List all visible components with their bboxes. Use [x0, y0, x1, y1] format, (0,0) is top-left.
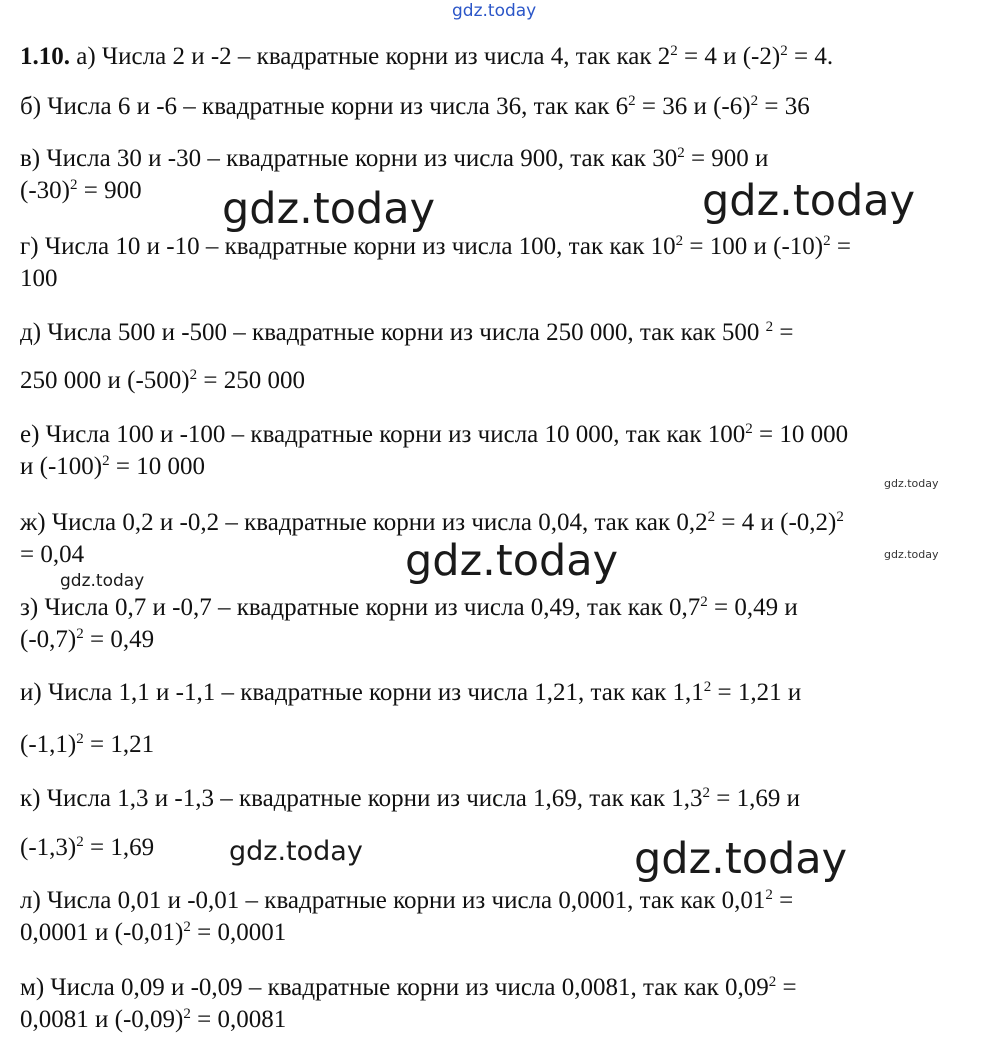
line-text: (-1,1) — [20, 731, 77, 758]
line-text: (-1,3) — [20, 834, 77, 861]
answer-line-z — [20, 593, 798, 623]
line-text: = 100 и (-10) — [683, 233, 824, 260]
line-text: = 900 — [77, 177, 142, 204]
line-text: = 36 — [758, 93, 810, 120]
line-text: = 10 000 — [109, 453, 205, 480]
superscript: 2 — [780, 43, 788, 59]
watermark: gdz.today — [884, 548, 939, 561]
superscript: 2 — [677, 145, 685, 161]
watermark: gdz.today — [702, 176, 916, 226]
line-text: = 0,49 — [83, 626, 155, 653]
superscript: 2 — [69, 177, 78, 193]
superscript: 2 — [703, 679, 712, 695]
problem-number: 1.10. — [20, 43, 70, 70]
line-text: м) Числа 0,09 и -0,09 – квадратные корни из числа 0,0081, так как 0,09 — [20, 974, 769, 1001]
answer-line-d — [20, 318, 793, 348]
line-text: = 1,69 — [83, 834, 155, 861]
answer-line-b — [20, 92, 810, 122]
watermark: gdz.today — [229, 836, 363, 867]
superscript: 2 — [183, 919, 191, 935]
line-text: = — [830, 233, 851, 260]
superscript: 2 — [765, 887, 773, 903]
line-text: а) Числа 2 и -2 – квадратные корни из числа 4, так как 2 — [70, 43, 671, 70]
line-text: (-0,7) — [20, 626, 77, 653]
answer-line-i-cont — [20, 730, 154, 760]
watermark-top: gdz.today — [452, 1, 537, 21]
answer-line-v — [20, 144, 768, 174]
answer-line-e — [20, 420, 848, 450]
superscript: 2 — [183, 1006, 191, 1022]
line-text: з) Числа 0,7 и -0,7 – квадратные корни из числа 0,49, так как 0,7 — [20, 594, 701, 621]
watermark: gdz.today — [60, 571, 145, 591]
superscript: 2 — [675, 233, 684, 249]
answer-line-l-cont — [20, 918, 286, 948]
answer-line-e-cont — [20, 452, 205, 482]
line-text: = 900 и — [684, 145, 769, 172]
superscript: 2 — [707, 509, 716, 525]
answer-line-k — [20, 784, 800, 814]
line-text: = 10 000 — [752, 421, 849, 448]
superscript: 2 — [836, 509, 844, 525]
watermark: gdz.today — [222, 184, 436, 234]
line-text: д) Числа 500 и -500 – квадратные корни из числа 250 000, так как 500 — [20, 319, 766, 346]
superscript: 2 — [76, 626, 84, 642]
line-text: б) Числа 6 и -6 – квадратные корни из числа 36, так как 6 — [20, 93, 629, 120]
watermark: gdz.today — [884, 477, 939, 490]
line-text: = 36 и (-6) — [635, 93, 751, 120]
line-text: 250 000 и (-500) — [20, 367, 190, 394]
superscript: 2 — [76, 834, 84, 850]
answer-line-z-cont — [20, 625, 154, 655]
line-text: 0,0081 и (-0,09) — [20, 1006, 184, 1033]
line-text: = 4. — [787, 43, 834, 70]
superscript: 2 — [702, 785, 711, 801]
answer-line-l — [20, 886, 793, 916]
answer-line-a — [20, 42, 833, 72]
line-text: (-30) — [20, 177, 70, 204]
line-text: 100 — [20, 265, 58, 292]
line-text: = 0,0001 — [190, 919, 287, 946]
answer-line-zh — [20, 508, 844, 538]
line-text: = 0,0081 — [190, 1006, 287, 1033]
line-text: = 4 и (-2) — [677, 43, 781, 70]
superscript: 2 — [768, 974, 777, 990]
line-text: к) Числа 1,3 и -1,3 – квадратные корни из числа 1,69, так как 1,3 — [20, 785, 703, 812]
line-text: и) Числа 1,1 и -1,1 – квадратные корни из числа 1,21, так как 1,1 — [20, 679, 704, 706]
line-text: = 4 и (-0,2) — [715, 509, 837, 536]
line-text: = 0,49 и — [707, 594, 798, 621]
watermark: gdz.today — [405, 536, 619, 586]
watermark: gdz.today — [634, 834, 848, 884]
superscript: 2 — [745, 421, 753, 437]
answer-line-g — [20, 232, 851, 262]
line-text: е) Числа 100 и -100 – квадратные корни из числа 10 000, так как 100 — [20, 421, 746, 448]
line-text: ж) Числа 0,2 и -0,2 – квадратные корни из числа 0,04, так как 0,2 — [20, 509, 708, 536]
line-text: = — [772, 887, 794, 914]
line-text: = 1,21 и — [711, 679, 802, 706]
line-text: и (-100) — [20, 453, 103, 480]
line-text: 0,0001 и (-0,01) — [20, 919, 184, 946]
answer-line-m-cont — [20, 1005, 286, 1035]
superscript: 2 — [189, 367, 198, 383]
answer-line-d-cont — [20, 366, 305, 396]
superscript: 2 — [823, 233, 831, 249]
superscript: 2 — [765, 319, 774, 335]
line-text: = — [776, 974, 797, 1001]
line-text: = 1,21 — [83, 731, 155, 758]
answer-line-g-cont — [20, 264, 58, 294]
line-text: = 0,04 — [20, 541, 85, 568]
line-text: г) Числа 10 и -10 – квадратные корни из числа 100, так как 10 — [20, 233, 676, 260]
superscript: 2 — [670, 43, 678, 59]
answer-line-v-cont — [20, 176, 142, 206]
answer-line-zh-cont — [20, 540, 84, 570]
line-text: = 250 000 — [197, 367, 305, 394]
superscript: 2 — [750, 93, 759, 109]
answer-line-k-cont — [20, 833, 154, 863]
line-text: л) Числа 0,01 и -0,01 – квадратные корни из числа 0,0001, так как 0,01 — [20, 887, 766, 914]
line-text: в) Числа 30 и -30 – квадратные корни из числа 900, так как 30 — [20, 145, 678, 172]
answer-line-m — [20, 973, 797, 1003]
superscript: 2 — [700, 594, 708, 610]
superscript: 2 — [628, 93, 636, 109]
superscript: 2 — [102, 453, 110, 469]
line-text: = — [773, 319, 794, 346]
superscript: 2 — [76, 731, 84, 747]
line-text: = 1,69 и — [710, 785, 801, 812]
answer-line-i — [20, 678, 801, 708]
